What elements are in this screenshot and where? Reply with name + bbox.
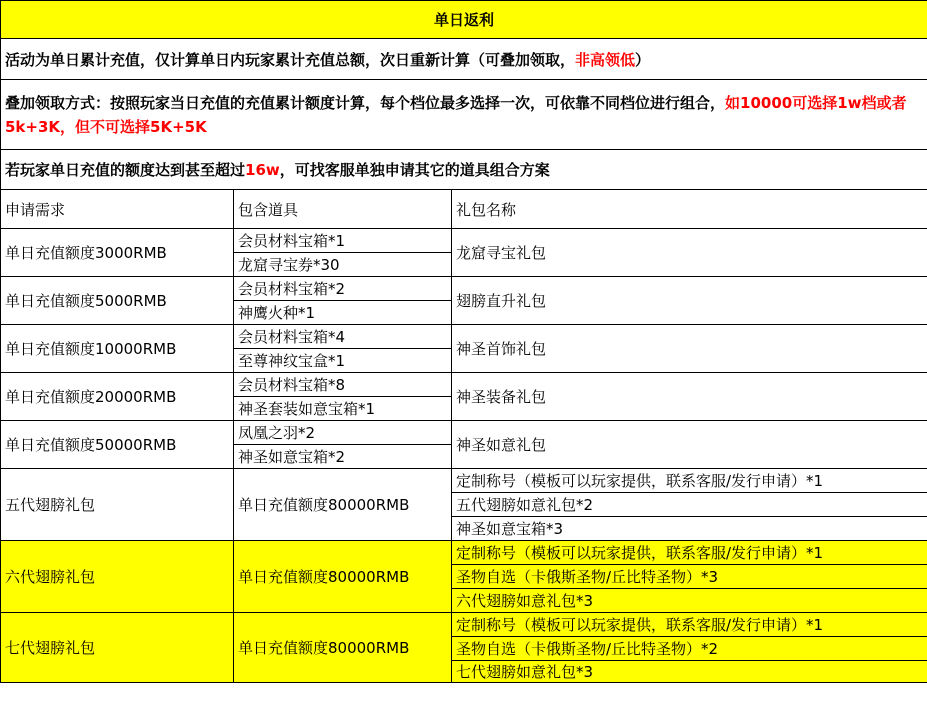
wing-requirement[interactable]: 单日充值额度80000RMB xyxy=(234,613,452,683)
tier-item[interactable]: 会员材料宝箱*2 xyxy=(234,277,452,301)
activity-note[interactable] xyxy=(1,39,927,80)
tier-item[interactable]: 神圣套装如意宝箱*1 xyxy=(234,397,452,421)
tier-gift-name[interactable]: 龙窟寻宝礼包 xyxy=(452,229,927,277)
tier-requirement[interactable]: 单日充值额度10000RMB xyxy=(1,325,234,373)
wing-item[interactable]: 五代翅膀如意礼包*2 xyxy=(452,493,927,517)
header-items[interactable]: 包含道具 xyxy=(234,190,452,229)
table-row xyxy=(1,325,927,349)
table-row xyxy=(1,469,927,493)
wing-item[interactable]: 七代翅膀如意礼包*3 xyxy=(452,661,927,683)
custom-plan-note[interactable] xyxy=(1,150,927,190)
wing-item[interactable]: 定制称号（模板可以玩家提供，联系客服/发行申请）*1 xyxy=(452,469,927,493)
activity-note-tail: ） xyxy=(635,50,651,69)
tier-item[interactable]: 神鹰火种*1 xyxy=(234,301,452,325)
header-requirement[interactable]: 申请需求 xyxy=(1,190,234,229)
tier-requirement[interactable]: 单日充值额度3000RMB xyxy=(1,229,234,277)
tier-requirement[interactable]: 单日充值额度20000RMB xyxy=(1,373,234,421)
tier-item[interactable]: 凤凰之羽*2 xyxy=(234,421,452,445)
tier-item[interactable]: 龙窟寻宝券*30 xyxy=(234,253,452,277)
custom-plan-amount: 16w xyxy=(245,161,280,179)
tier-item[interactable]: 会员材料宝箱*8 xyxy=(234,373,452,397)
activity-note-text: 活动为单日累计充值，仅计算单日内玩家累计充值总额，次日重新计算（可叠加领取， xyxy=(5,50,576,69)
tier-gift-name[interactable]: 翅膀直升礼包 xyxy=(452,277,927,325)
table-row xyxy=(1,277,927,301)
tier-item[interactable]: 会员材料宝箱*4 xyxy=(234,325,452,349)
table-row xyxy=(1,613,927,637)
wing-item[interactable]: 定制称号（模板可以玩家提供，联系客服/发行申请）*1 xyxy=(452,541,927,565)
sheet-title[interactable]: 单日返利 xyxy=(1,1,927,39)
tier-gift-name[interactable]: 神圣装备礼包 xyxy=(452,373,927,421)
table-row xyxy=(1,541,927,565)
stacking-rule-example: 如10000可选择1w档或者5k+3K，但不可选择5K+5K xyxy=(5,93,907,136)
wing-requirement[interactable]: 单日充值额度80000RMB xyxy=(234,541,452,613)
header-gift-name[interactable]: 礼包名称 xyxy=(452,190,927,229)
tier-requirement[interactable]: 单日充值额度5000RMB xyxy=(1,277,234,325)
wing-item[interactable]: 圣物自选（卡俄斯圣物/丘比特圣物）*3 xyxy=(452,565,927,589)
stacking-rule-text: 叠加领取方式：按照玩家当日充值的充值累计额度计算，每个档位最多选择一次，可依靠不同档位进行组合， xyxy=(5,93,726,112)
stacking-rule-note[interactable] xyxy=(1,80,927,150)
wing-gift-name[interactable]: 七代翅膀礼包 xyxy=(1,613,234,683)
activity-note-emphasis: 非高领低 xyxy=(575,50,636,69)
tier-item[interactable]: 至尊神纹宝盒*1 xyxy=(234,349,452,373)
table-row xyxy=(1,229,927,253)
wing-item[interactable]: 定制称号（模板可以玩家提供，联系客服/发行申请）*1 xyxy=(452,613,927,637)
tier-item[interactable]: 神圣如意宝箱*2 xyxy=(234,445,452,469)
wing-gift-name[interactable]: 六代翅膀礼包 xyxy=(1,541,234,613)
tier-requirement[interactable]: 单日充值额度50000RMB xyxy=(1,421,234,469)
wing-gift-name[interactable]: 五代翅膀礼包 xyxy=(1,469,234,541)
table-header-row xyxy=(1,190,927,229)
table-row xyxy=(1,373,927,397)
tier-item[interactable]: 会员材料宝箱*1 xyxy=(234,229,452,253)
wing-item[interactable]: 六代翅膀如意礼包*3 xyxy=(452,589,927,613)
wing-item[interactable]: 圣物自选（卡俄斯圣物/丘比特圣物）*2 xyxy=(452,637,927,661)
wing-item[interactable]: 神圣如意宝箱*3 xyxy=(452,517,927,541)
table-row xyxy=(1,421,927,445)
tier-gift-name[interactable]: 神圣如意礼包 xyxy=(452,421,927,469)
tier-gift-name[interactable]: 神圣首饰礼包 xyxy=(452,325,927,373)
wing-requirement[interactable]: 单日充值额度80000RMB xyxy=(234,469,452,541)
custom-plan-prefix: 若玩家单日充值的额度达到甚至超过 xyxy=(5,161,246,179)
custom-plan-suffix: ，可找客服单独申请其它的道具组合方案 xyxy=(279,161,550,179)
